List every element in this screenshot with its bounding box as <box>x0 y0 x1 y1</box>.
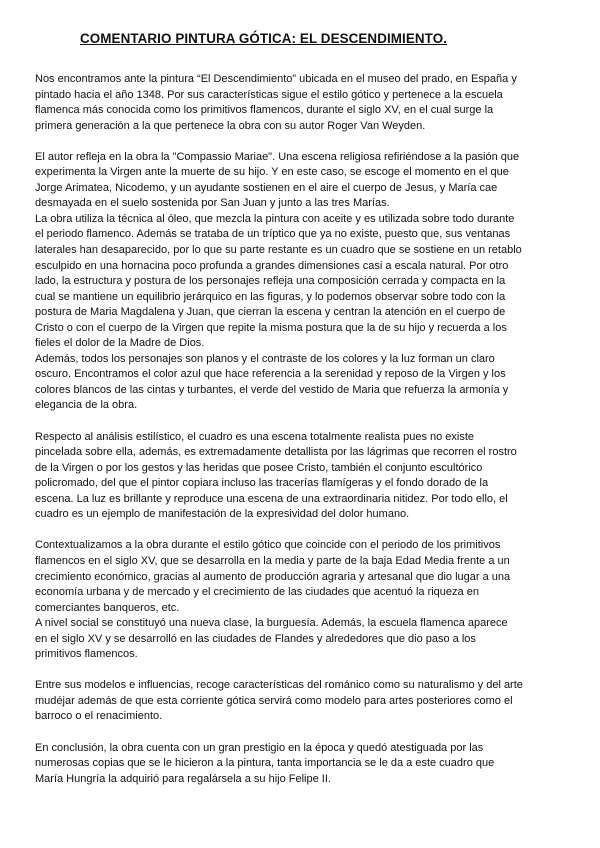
text-line: Contextualizamos a la obra durante el estilo gótico que coincide con el periodo de los primitivos <box>35 539 501 552</box>
paragraph <box>35 538 575 616</box>
text-line: A nivel social se constituyó una nueva clase, la burguesía. Además, la escuela flamenca aparece <box>35 617 508 630</box>
document-body <box>35 72 575 787</box>
text-line: elegancia de la obra. <box>35 399 138 412</box>
paragraph <box>35 150 575 212</box>
paragraph-spacer <box>35 134 575 150</box>
text-line: colores blancos de las cintas y turbantes, el verde del vestido de Maria que refuerza la armonía y <box>35 383 509 396</box>
text-line: barroco o el renacimiento. <box>35 710 163 723</box>
text-line: flamenca más conocida como los primitivos flamencos, durante el siglo XV, en el cual surge la <box>35 104 494 117</box>
text-line: En conclusión, la obra cuenta con un gran prestigio en la época y quedó atestiguada por las <box>35 741 484 754</box>
document-title: COMENTARIO PINTURA GÓTICA: EL DESCENDIMIENTO. <box>80 31 448 46</box>
text-line: de la Virgen o por los gestos y las heridas que posee Cristo, también el conjunto escultórico <box>35 461 483 474</box>
text-line: esculpido en una hornacina poco profunda a grandes dimensiones casi a escala natural. Por otro <box>35 259 509 272</box>
text-line: Cristo o con el cuerpo de la Virgen que repite la misma postura que la de su hijo y recuerda a los <box>35 321 507 334</box>
text-line: La obra utiliza la técnica al óleo, que mezcla la pintura con aceite y es utilizada sobre todo durante <box>35 212 515 225</box>
text-line: mudéjar además de que esta corriente gótica servirá como modelo para artes posteriores como el <box>35 694 513 707</box>
text-line: cuadro es un ejemplo de manifestación de la expresividad del dolor humano. <box>35 508 410 521</box>
text-line: pintado hacia el año 1348. Por sus características sigue el estilo gótico y pertenece a la escuela <box>35 88 503 101</box>
text-line: lado, la estructura y postura de los personajes refleja una composición cerrada y compacta en la <box>35 275 506 288</box>
text-line: pincelada sobre ella, además, es extremadamente detallista por las lágrimas que recorren el rostro <box>35 446 517 459</box>
text-line: Entre sus modelos e influencias, recoge características del románico como su naturalismo y del arte <box>35 679 523 692</box>
paragraph <box>35 678 575 725</box>
text-line: Respecto al análisis estilístico, el cuadro es una escena totalmente realista pues no existe <box>35 430 475 443</box>
paragraph <box>35 616 575 663</box>
paragraph <box>35 741 575 788</box>
paragraph-spacer <box>35 414 575 430</box>
paragraph-spacer <box>35 663 575 679</box>
text-line: desmayada en el suelo sostenida por San Juan y junto a las tres Marías. <box>35 197 390 210</box>
paragraph-spacer <box>35 725 575 741</box>
text-line: comerciantes banqueros, etc. <box>35 601 180 614</box>
text-line: primitivos flamencos. <box>35 648 138 661</box>
text-line: crecimiento económico, gracias al aumento de producción agraria y artesanal que dio lugar a una <box>35 570 511 583</box>
text-line: policromado, del que el pintor copiara incluso las tracerías flamígeras y el fondo dorado de la <box>35 477 489 490</box>
text-line: cual se mantiene un equilibrio jerárquico en las figuras, y lo podemos observar sobre todo con la <box>35 290 506 303</box>
text-line: postura de Maria Magdalena y Juan, que cierran la escena y centran la atención en el cuerpo de <box>35 306 506 319</box>
text-line: oscuro. Encontramos el color azul que hace referencia a la serenidad y reposo de la Virgen y los <box>35 368 506 381</box>
paragraph <box>35 72 575 134</box>
text-line: laterales han desaparecido, por lo que su parte restante es un cuadro que se sostiene en un retablo <box>35 244 522 257</box>
text-line: primera generación a la que pertenece la obra con su autor Roger Van Weyden. <box>35 119 426 132</box>
paragraph-spacer <box>35 523 575 539</box>
text-line: experimenta la Virgen ante la muerte de su hijo. Y en este caso, se escoge el momento en el que <box>35 166 509 179</box>
text-line: María Hungría la adquirió para regalársela a su hijo Felipe II. <box>35 772 331 785</box>
text-line: escena. La luz es brillante y reproduce una escena de una extraordinaria nitidez. Por todo ello, el <box>35 492 508 505</box>
paragraph <box>35 212 575 352</box>
text-line: Además, todos los personajes son planos y el contraste de los colores y la luz forman un claro <box>35 352 495 365</box>
text-line: Nos encontramos ante la pintura “El Descendimiento” ubicada en el museo del prado, en España y <box>35 73 517 85</box>
text-line: El autor refleja en la obra la "Compassio Mariae". Una escena religiosa refiriéndose a la pasión que <box>35 150 520 163</box>
text-line: numerosas copias que se le hicieron a la pintura, tanta importancia se le da a este cuadro que <box>35 757 495 770</box>
text-line: en el siglo XV y se desarrolló en las ciudades de Flandes y alrededores que dio paso a los <box>35 632 476 645</box>
text-line: flamencos en el siglo XV, que se desarrolla en la media y parte de la baja Edad Media frente a un <box>35 554 510 567</box>
paragraph <box>35 352 575 414</box>
text-line: Jorge Arimatea, Nicodemo, y un ayudante sostienen en el aire el cuerpo de Jesus, y María cae <box>35 181 498 194</box>
text-line: economía urbana y de mercado y el crecimiento de las ciudades que acentuó la riqueza en <box>35 586 479 599</box>
paragraph <box>35 430 575 523</box>
text-line: fieles el dolor de la Madre de Dios. <box>35 337 205 350</box>
text-line: el periodo flamenco. Además se trataba de un tríptico que ya no existe, puesto que, sus ventanas <box>35 228 511 241</box>
